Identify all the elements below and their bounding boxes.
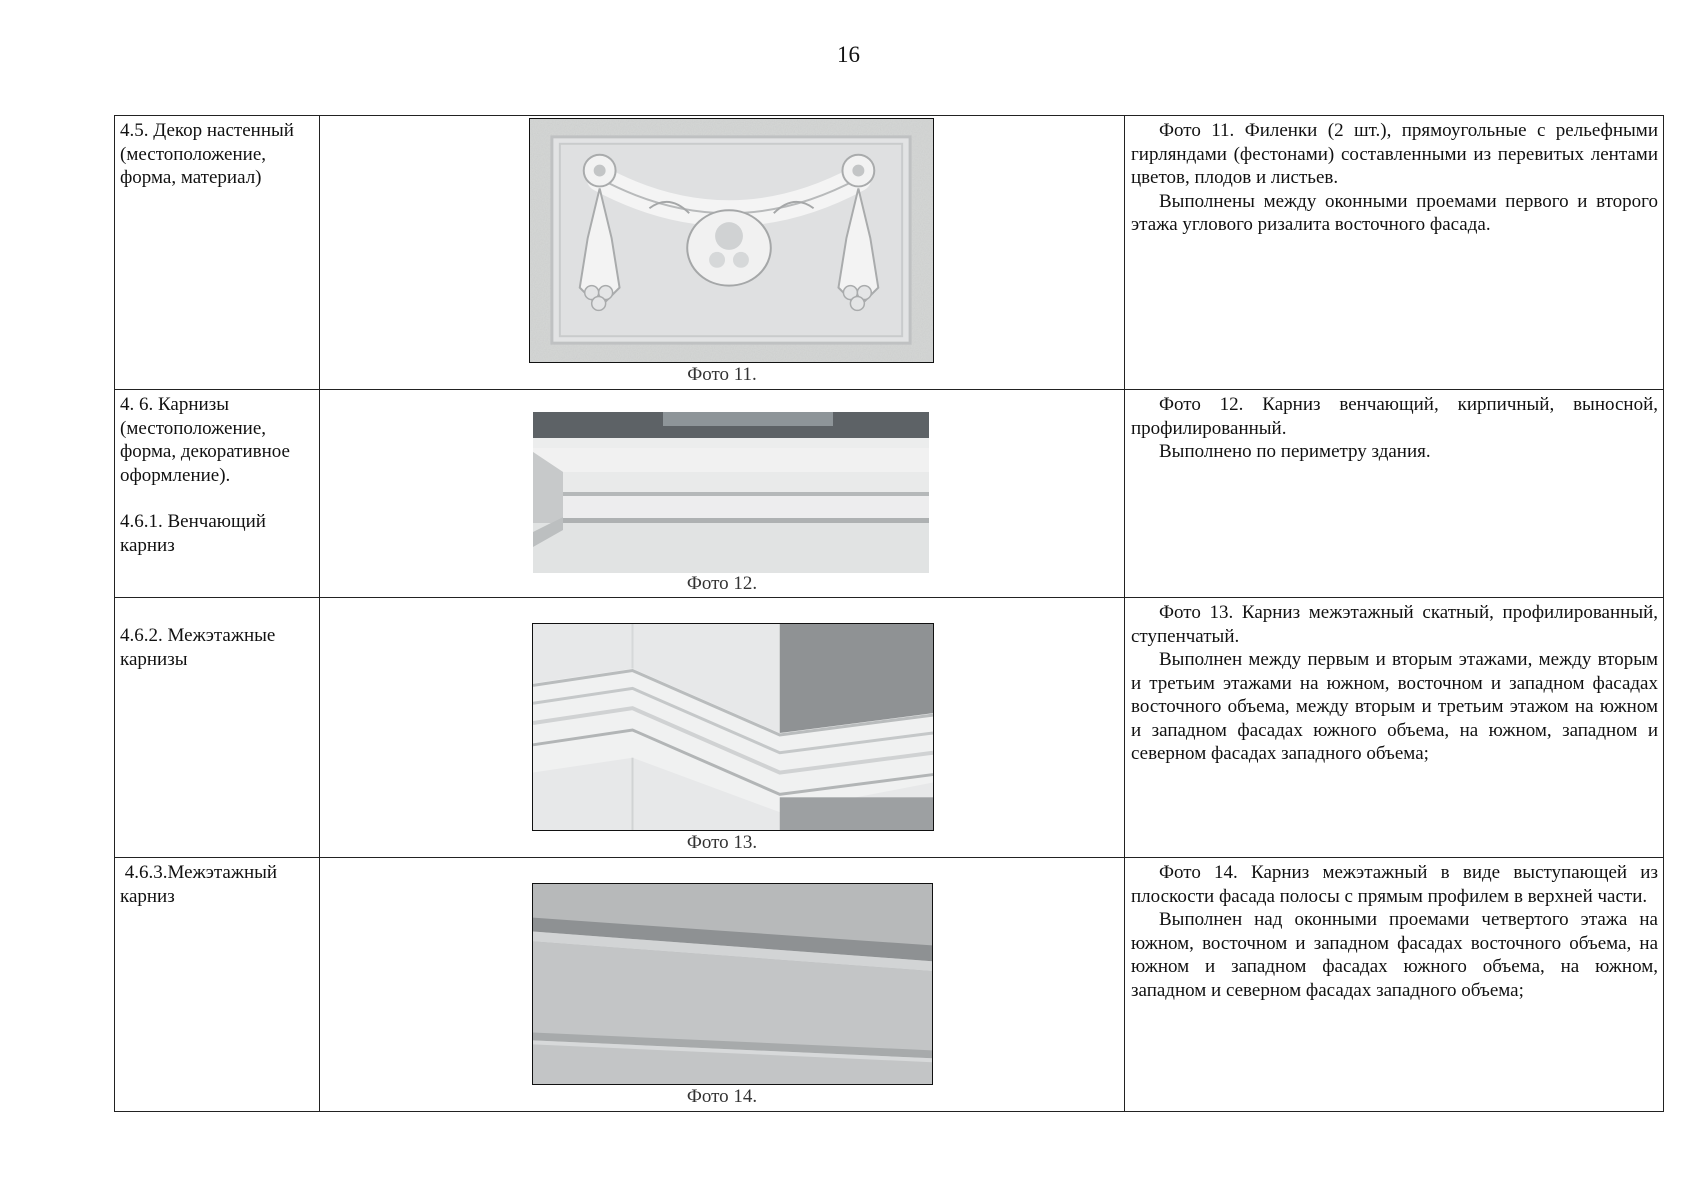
description-paragraph: Выполнен над оконными проемами четвертого этажа на южном, восточном и западном фасадах восточного объема, на южном и западном фасадах южного объема, на южном, западном и северном фасадах западного объема; (1131, 909, 1658, 1001)
description-cell (1125, 858, 1664, 1112)
photo-cell (320, 598, 1125, 858)
element-label-cell (115, 858, 320, 1112)
description-paragraph: Выполнены между оконными проемами первого и второго этажа углового ризалита восточного фасада. (1131, 190, 1658, 235)
description-paragraph: Выполнен между первым и вторым этажами, между вторым и третьим этажами на южном, восточном и западном фасадах восточного объема, между вторым и третьим этажом на южном и западном фасадах южного объема, на южном, западном и северном фасадах западного объема; (1131, 649, 1658, 764)
description-paragraph: Фото 13. Карниз межэтажный скатный, профилированный, ступенчатый. (1131, 602, 1658, 647)
description-cell (1125, 116, 1664, 390)
photo-caption: Фото 14. (686, 1086, 758, 1107)
photo-cell (320, 116, 1125, 390)
description-paragraph: Фото 11. Филенки (2 шт.), прямоугольные с рельефными гирляндами (фестонами) составленными из перевитых лентами цветов, плодов и листьев. (1131, 120, 1658, 188)
element-label: 4. 6. Карнизы (местоположение, форма, декоративное оформление). (120, 394, 290, 486)
description-paragraph: Фото 14. Карниз межэтажный в виде выступающей из плоскости фасада полосы с прямым профилем в верхней части. (1131, 862, 1658, 907)
description-paragraph: Фото 12. Карниз венчающий, кирпичный, выносной, профилированный. (1131, 394, 1658, 439)
description-cell (1125, 598, 1664, 858)
description-cell (1125, 390, 1664, 598)
element-label: 4.6.3.Межэтажный карниз (120, 862, 282, 907)
element-label-cell (115, 598, 320, 858)
photo-cell (320, 390, 1125, 598)
element-label: 4.6.2. Межэтажные карнизы (120, 625, 276, 670)
table-row (115, 598, 1664, 858)
element-label: 4.5. Декор настенный (местоположение, форма, материал) (120, 120, 294, 188)
table-row (115, 116, 1664, 390)
passport-table (114, 115, 1664, 1112)
photo-cell (320, 858, 1125, 1112)
table-row (115, 390, 1664, 598)
element-label: 4.6.1. Венчающий карниз (120, 511, 266, 556)
element-label-cell (115, 390, 320, 598)
description-paragraph: Выполнено по периметру здания. (1159, 441, 1431, 462)
element-label-cell (115, 116, 320, 390)
photo-caption: Фото 11. (687, 364, 757, 385)
stepped-cornice-photo (532, 623, 934, 831)
page-number: 16 (837, 42, 860, 67)
crowning-cornice-photo (533, 412, 929, 573)
photo-caption: Фото 12. (686, 573, 758, 594)
belt-cornice-photo (532, 883, 933, 1085)
bas-relief-garland-panel-photo (529, 118, 934, 363)
table-row (115, 858, 1664, 1112)
photo-caption: Фото 13. (686, 832, 758, 853)
